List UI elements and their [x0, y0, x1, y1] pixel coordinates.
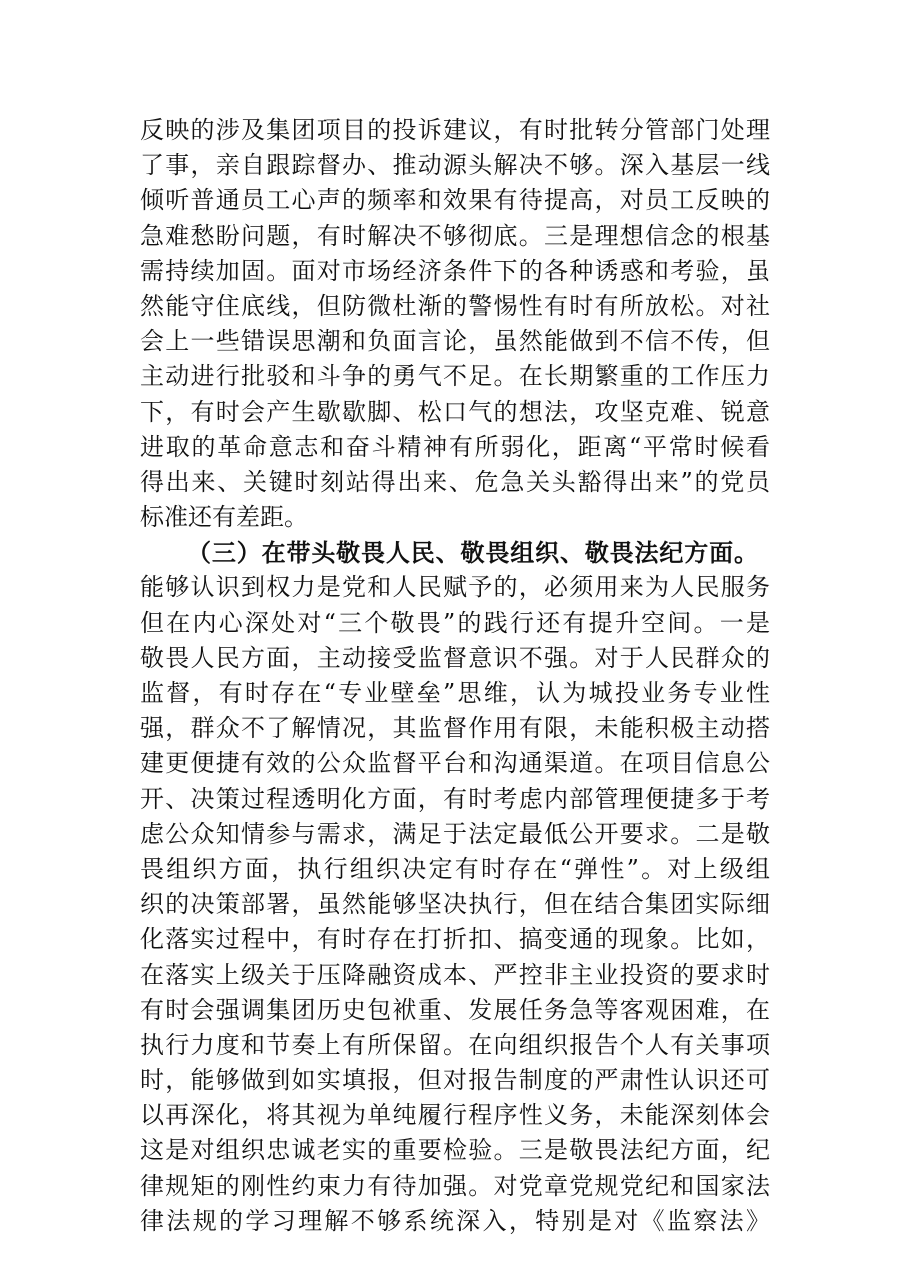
text-line: 执行力度和节奏上有所保留。在向组织报告个人有关事项 [140, 1030, 770, 1059]
text-line: 主动进行批驳和斗争的勇气不足。在长期繁重的工作压力 [140, 362, 770, 391]
text-line: 开、决策过程透明化方面，有时考虑内部管理便捷多于考 [140, 784, 770, 813]
text-line: 但在内心深处对“三个敬畏”的践行还有提升空间。一是 [140, 608, 770, 637]
text-line: 需持续加固。面对市场经济条件下的各种诱惑和考验，虽 [140, 256, 770, 285]
text-line: 标准还有差距。 [140, 503, 308, 532]
text-line: 反映的涉及集团项目的投诉建议，有时批转分管部门处理 [140, 116, 770, 144]
text-line: 监督，有时存在“专业壁垒”思维，认为城投业务专业性 [140, 679, 770, 707]
text-line: 这是对组织忠诚老实的重要检验。三是敬畏法纪方面，纪 [140, 1136, 770, 1165]
paragraph-1 [140, 113, 770, 535]
text-line: 下，有时会产生歇歇脚、松口气的想法，攻坚克难、锐意 [140, 397, 770, 426]
text-line: 进取的革命意志和奋斗精神有所弱化，距离“平常时候看 [140, 432, 770, 461]
document-body [140, 113, 770, 1239]
text-line: 以再深化，将其视为单纯履行程序性义务，未能深刻体会 [140, 1101, 770, 1130]
text-line: 织的决策部署，虽然能够坚决执行，但在结合集团实际细 [140, 890, 770, 919]
text-line: 了事，亲自跟踪督办、推动源头解决不够。深入基层一线 [140, 151, 770, 180]
text-line: 律规矩的刚性约束力有待加强。对党章党规党纪和国家法 [140, 1171, 770, 1200]
text-line: 急难愁盼问题，有时解决不够彻底。三是理想信念的根基 [140, 221, 770, 250]
text-line: 能够认识到权力是党和人民赋予的，必须用来为人民服务 [140, 573, 770, 602]
text-line: 建更便捷有效的公众监督平台和沟通渠道。在项目信息公 [140, 749, 770, 778]
text-line: 然能守住底线，但防微杜渐的警惕性有时有所放松。对社 [140, 291, 770, 320]
text-line: 强，群众不了解情况，其监督作用有限，未能积极主动搭 [140, 714, 770, 743]
text-line: 有时会强调集团历史包袱重、发展任务急等客观困难，在 [140, 995, 770, 1024]
text-line: 敬畏人民方面，主动接受监督意识不强。对于人民群众的 [140, 643, 770, 672]
text-line: 会上一些错误思潮和负面言论，虽然能做到不信不传，但 [140, 327, 770, 356]
text-line: 时，能够做到如实填报，但对报告制度的严肃性认识还可 [140, 1066, 770, 1095]
paragraph-2 [140, 570, 770, 1239]
text-line: 畏组织方面，执行组织决定有时存在“弹性”。对上级组 [140, 854, 770, 883]
text-line: 在落实上级关于压降融资成本、严控非主业投资的要求时 [140, 960, 770, 989]
text-line: 倾听普通员工心声的频率和效果有待提高，对员工反映的 [140, 186, 770, 215]
text-line: 律法规的学习理解不够系统深入，特别是对《监察法》 [140, 1206, 770, 1235]
section-heading: （三）在带头敬畏人民、敬畏组织、敬畏法纪方面。 [187, 538, 758, 568]
text-line: 化落实过程中，有时存在打折扣、搞变通的现象。比如， [140, 925, 770, 954]
text-line: 虑公众知情参与需求，满足于法定最低公开要求。二是敬 [140, 819, 770, 848]
text-line: 得出来、关键时刻站得出来、危急关头豁得出来”的党员 [140, 467, 770, 496]
